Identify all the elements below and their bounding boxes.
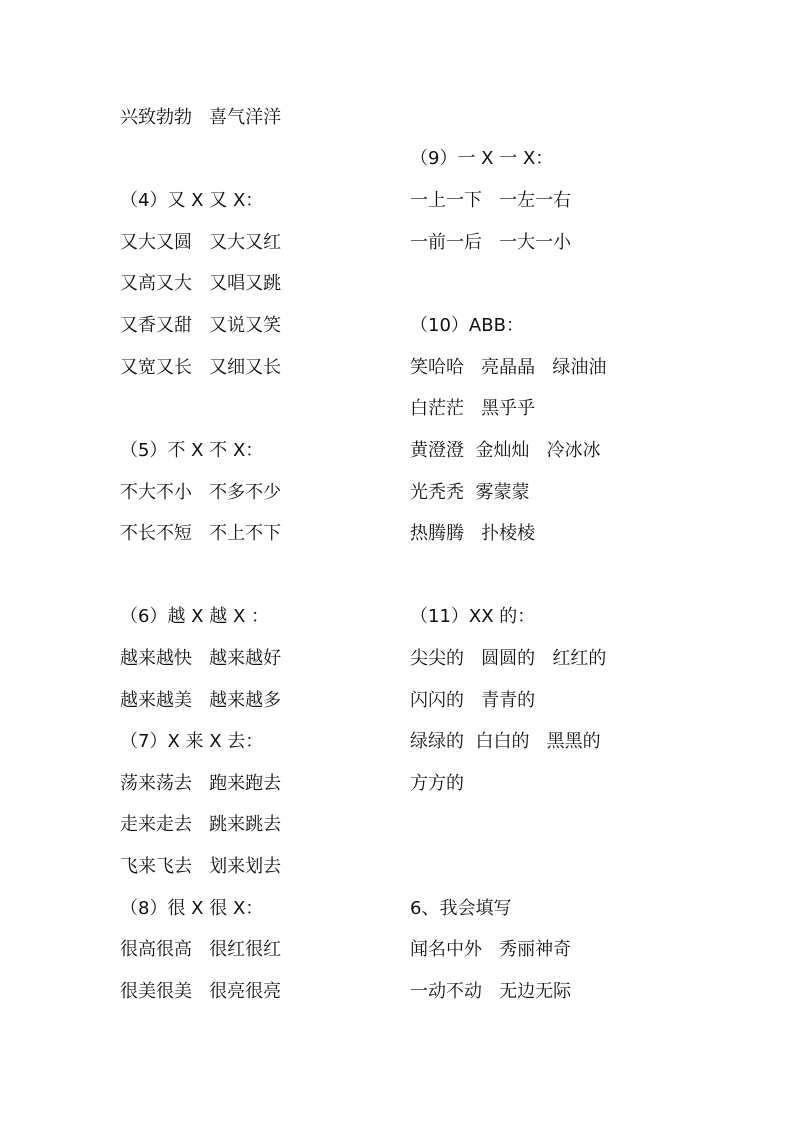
word-line: 白茫茫 黑乎乎 xyxy=(410,398,536,419)
section-heading: （11）XX 的： xyxy=(410,606,536,627)
word-line: 又宽又长 又细又长 xyxy=(120,357,282,378)
word-line: 飞来飞去 划来划去 xyxy=(120,856,282,877)
word-line: 走来走去 跳来跳去 xyxy=(120,814,282,835)
word-line: 闻名中外 秀丽神奇 xyxy=(410,939,572,960)
word-line: 笑哈哈 亮晶晶 绿油油 xyxy=(410,357,607,378)
word-line: 不长不短 不上不下 xyxy=(120,523,282,544)
section-heading: （10）ABB： xyxy=(410,315,524,336)
word-line: 很美很美 很亮很亮 xyxy=(120,981,282,1002)
section-heading: （8）很 X 很 X： xyxy=(120,898,264,919)
word-line: 尖尖的 圆圆的 红红的 xyxy=(410,648,607,669)
idiom-line: 兴致勃勃 喜气洋洋 xyxy=(120,107,282,128)
word-line: 热腾腾 扑棱棱 xyxy=(410,523,536,544)
word-line: 越来越美 越来越多 xyxy=(120,690,282,711)
section-heading: （4）又 X 又 X： xyxy=(120,190,264,211)
word-line: 光秃秃 雾蒙蒙 xyxy=(410,482,530,503)
word-line: 绿绿的 白白的 黑黑的 xyxy=(410,731,601,752)
word-line: 黄澄澄 金灿灿 冷冰冰 xyxy=(410,440,601,461)
section-heading: （9）一 X 一 X： xyxy=(410,148,554,169)
word-line: 一动不动 无边无际 xyxy=(410,981,572,1002)
word-line: 荡来荡去 跑来跑去 xyxy=(120,773,282,794)
section-heading: （6）越 X 越 X ： xyxy=(120,606,270,627)
word-line: 又香又甜 又说又笑 xyxy=(120,315,282,336)
word-line: 一上一下 一左一右 xyxy=(410,190,572,211)
word-line: 不大不小 不多不少 xyxy=(120,482,282,503)
word-line: 很高很高 很红很红 xyxy=(120,939,282,960)
word-line: 又大又圆 又大又红 xyxy=(120,232,282,253)
section-heading: （5）不 X 不 X： xyxy=(120,440,264,461)
word-line: 又高又大 又唱又跳 xyxy=(120,273,282,294)
section-heading: （7）X 来 X 去： xyxy=(120,731,264,752)
word-line: 越来越快 越来越好 xyxy=(120,648,282,669)
word-line: 闪闪的 青青的 xyxy=(410,690,536,711)
word-line: 一前一后 一大一小 xyxy=(410,232,572,253)
word-line: 方方的 xyxy=(410,773,464,794)
section-heading: 6、我会填写 xyxy=(410,898,512,919)
